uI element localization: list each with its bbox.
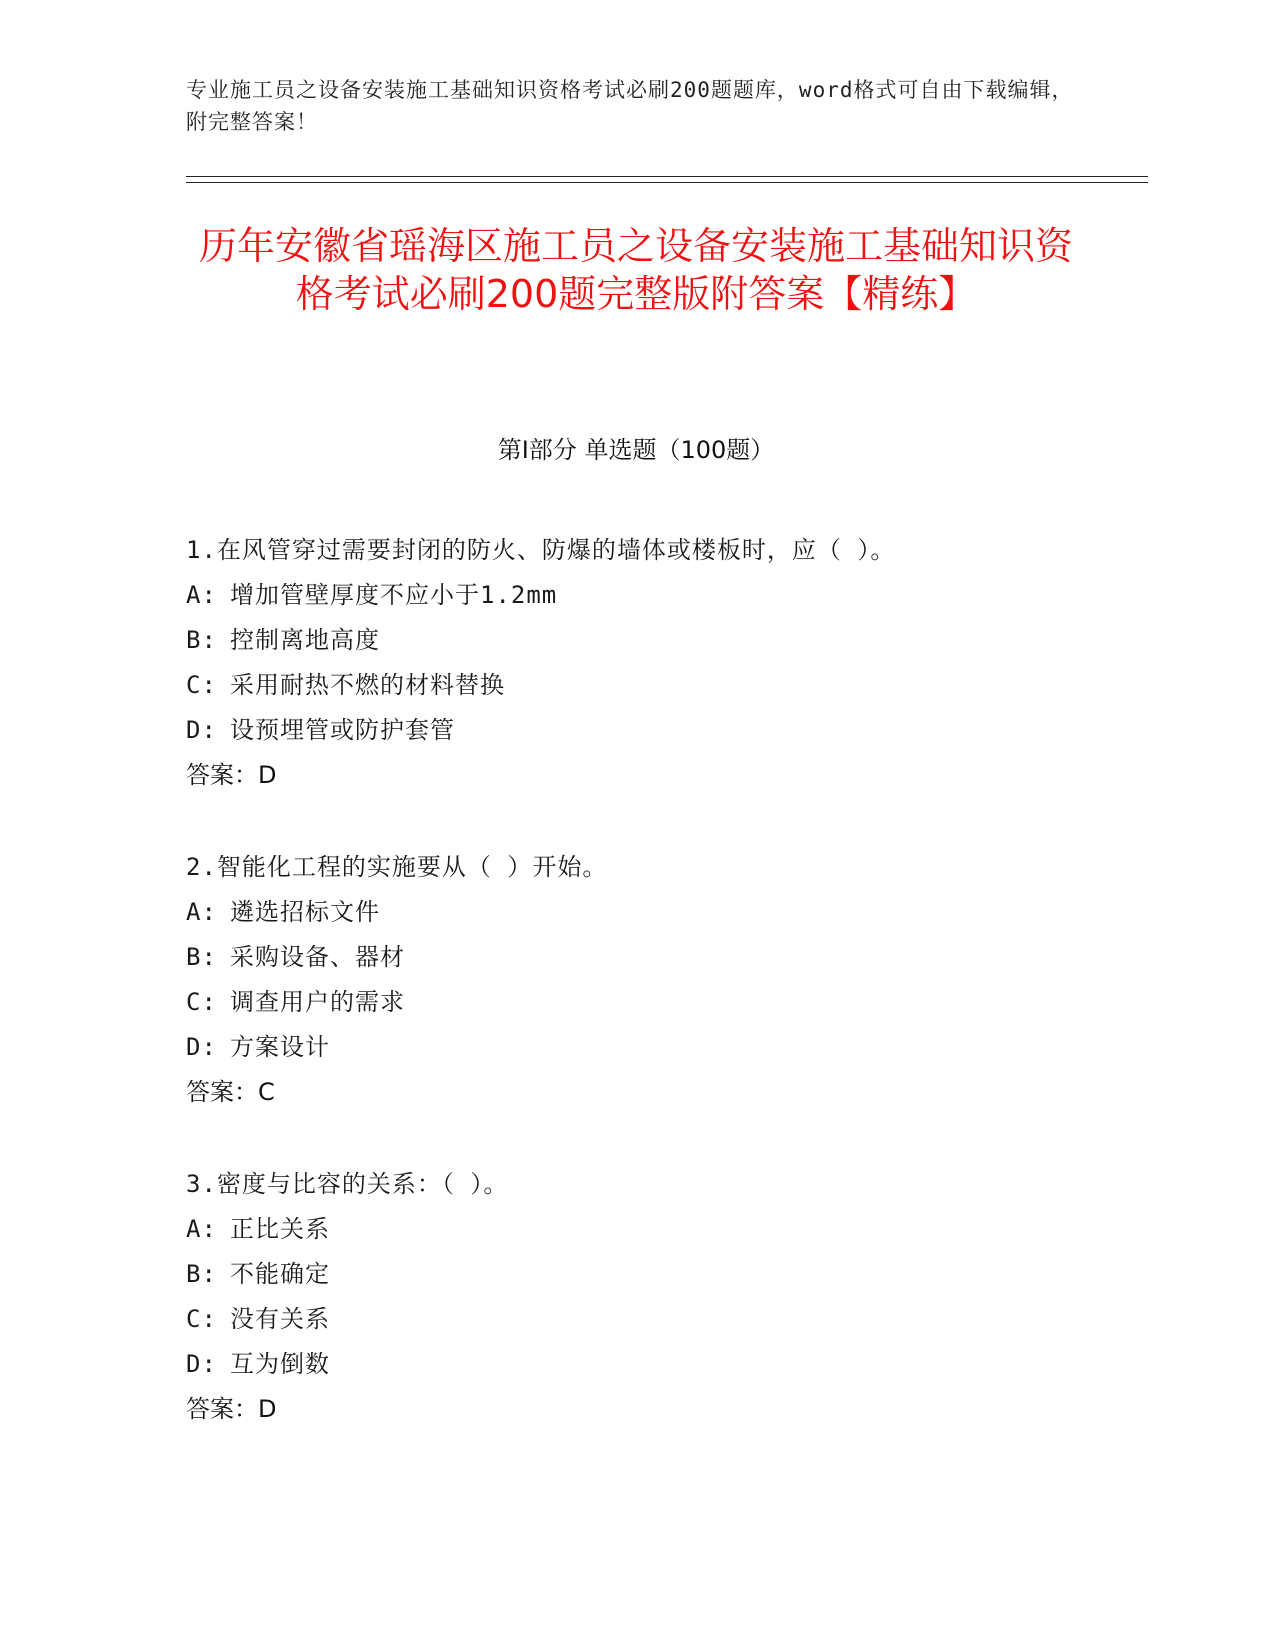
answer-line: 答案：D [186,1395,277,1423]
option-d [186,1342,1086,1387]
question-stem: 2.智能化工程的实施要从（ ）开始。 [186,853,608,881]
option-key: D: [186,1033,217,1061]
option-text: 增加管壁厚度不应小于1.2mm [230,581,558,609]
option-b [186,1252,1086,1297]
option-d [186,708,1086,753]
option-text: 采购设备、器材 [230,943,405,971]
question-item [186,528,1086,798]
option-a [186,1207,1086,1252]
document-title: 历年安徽省瑶海区施工员之设备安装施工基础知识资格考试必刷200题完整版附答案【精练】 [198,224,1073,316]
option-c [186,1297,1086,1342]
answer-line: 答案：D [186,761,277,789]
option-key: C: [186,1305,217,1333]
question-item [186,845,1086,1115]
option-key: D: [186,1350,217,1378]
option-text: 控制离地高度 [230,626,380,654]
option-key: B: [186,943,217,971]
option-key: B: [186,626,217,654]
question-stem: 3.密度与比容的关系：（ ）。 [186,1170,509,1198]
option-c [186,980,1086,1025]
question-item [186,1162,1086,1432]
option-key: A: [186,581,217,609]
question-stem: 1.在风管穿过需要封闭的防火、防爆的墙体或楼板时，应（ ）。 [186,536,896,564]
option-key: D: [186,716,217,744]
option-b [186,618,1086,663]
option-text: 设预埋管或防护套管 [230,716,455,744]
option-c [186,663,1086,708]
option-key: C: [186,671,217,699]
option-text: 互为倒数 [230,1350,330,1378]
option-a [186,573,1086,618]
document-header-note: 专业施工员之设备安装施工基础知识资格考试必刷200题题库，word格式可自由下载编辑，附完整答案！ [186,78,1074,134]
header-rule-top [186,176,1148,177]
option-a [186,890,1086,935]
option-key: A: [186,898,217,926]
option-text: 没有关系 [230,1305,330,1333]
option-key: C: [186,988,217,1016]
option-text: 正比关系 [230,1215,330,1243]
answer-line: 答案：C [186,1078,275,1106]
option-text: 不能确定 [230,1260,330,1288]
option-key: B: [186,1260,217,1288]
option-text: 调查用户的需求 [230,988,405,1016]
section-heading: 第I部分 单选题（100题） [497,436,775,464]
option-b [186,935,1086,980]
option-text: 采用耐热不燃的材料替换 [230,671,505,699]
option-d [186,1025,1086,1070]
option-text: 遴选招标文件 [230,898,380,926]
option-key: A: [186,1215,217,1243]
header-rule-bottom [186,182,1148,183]
option-text: 方案设计 [230,1033,330,1061]
